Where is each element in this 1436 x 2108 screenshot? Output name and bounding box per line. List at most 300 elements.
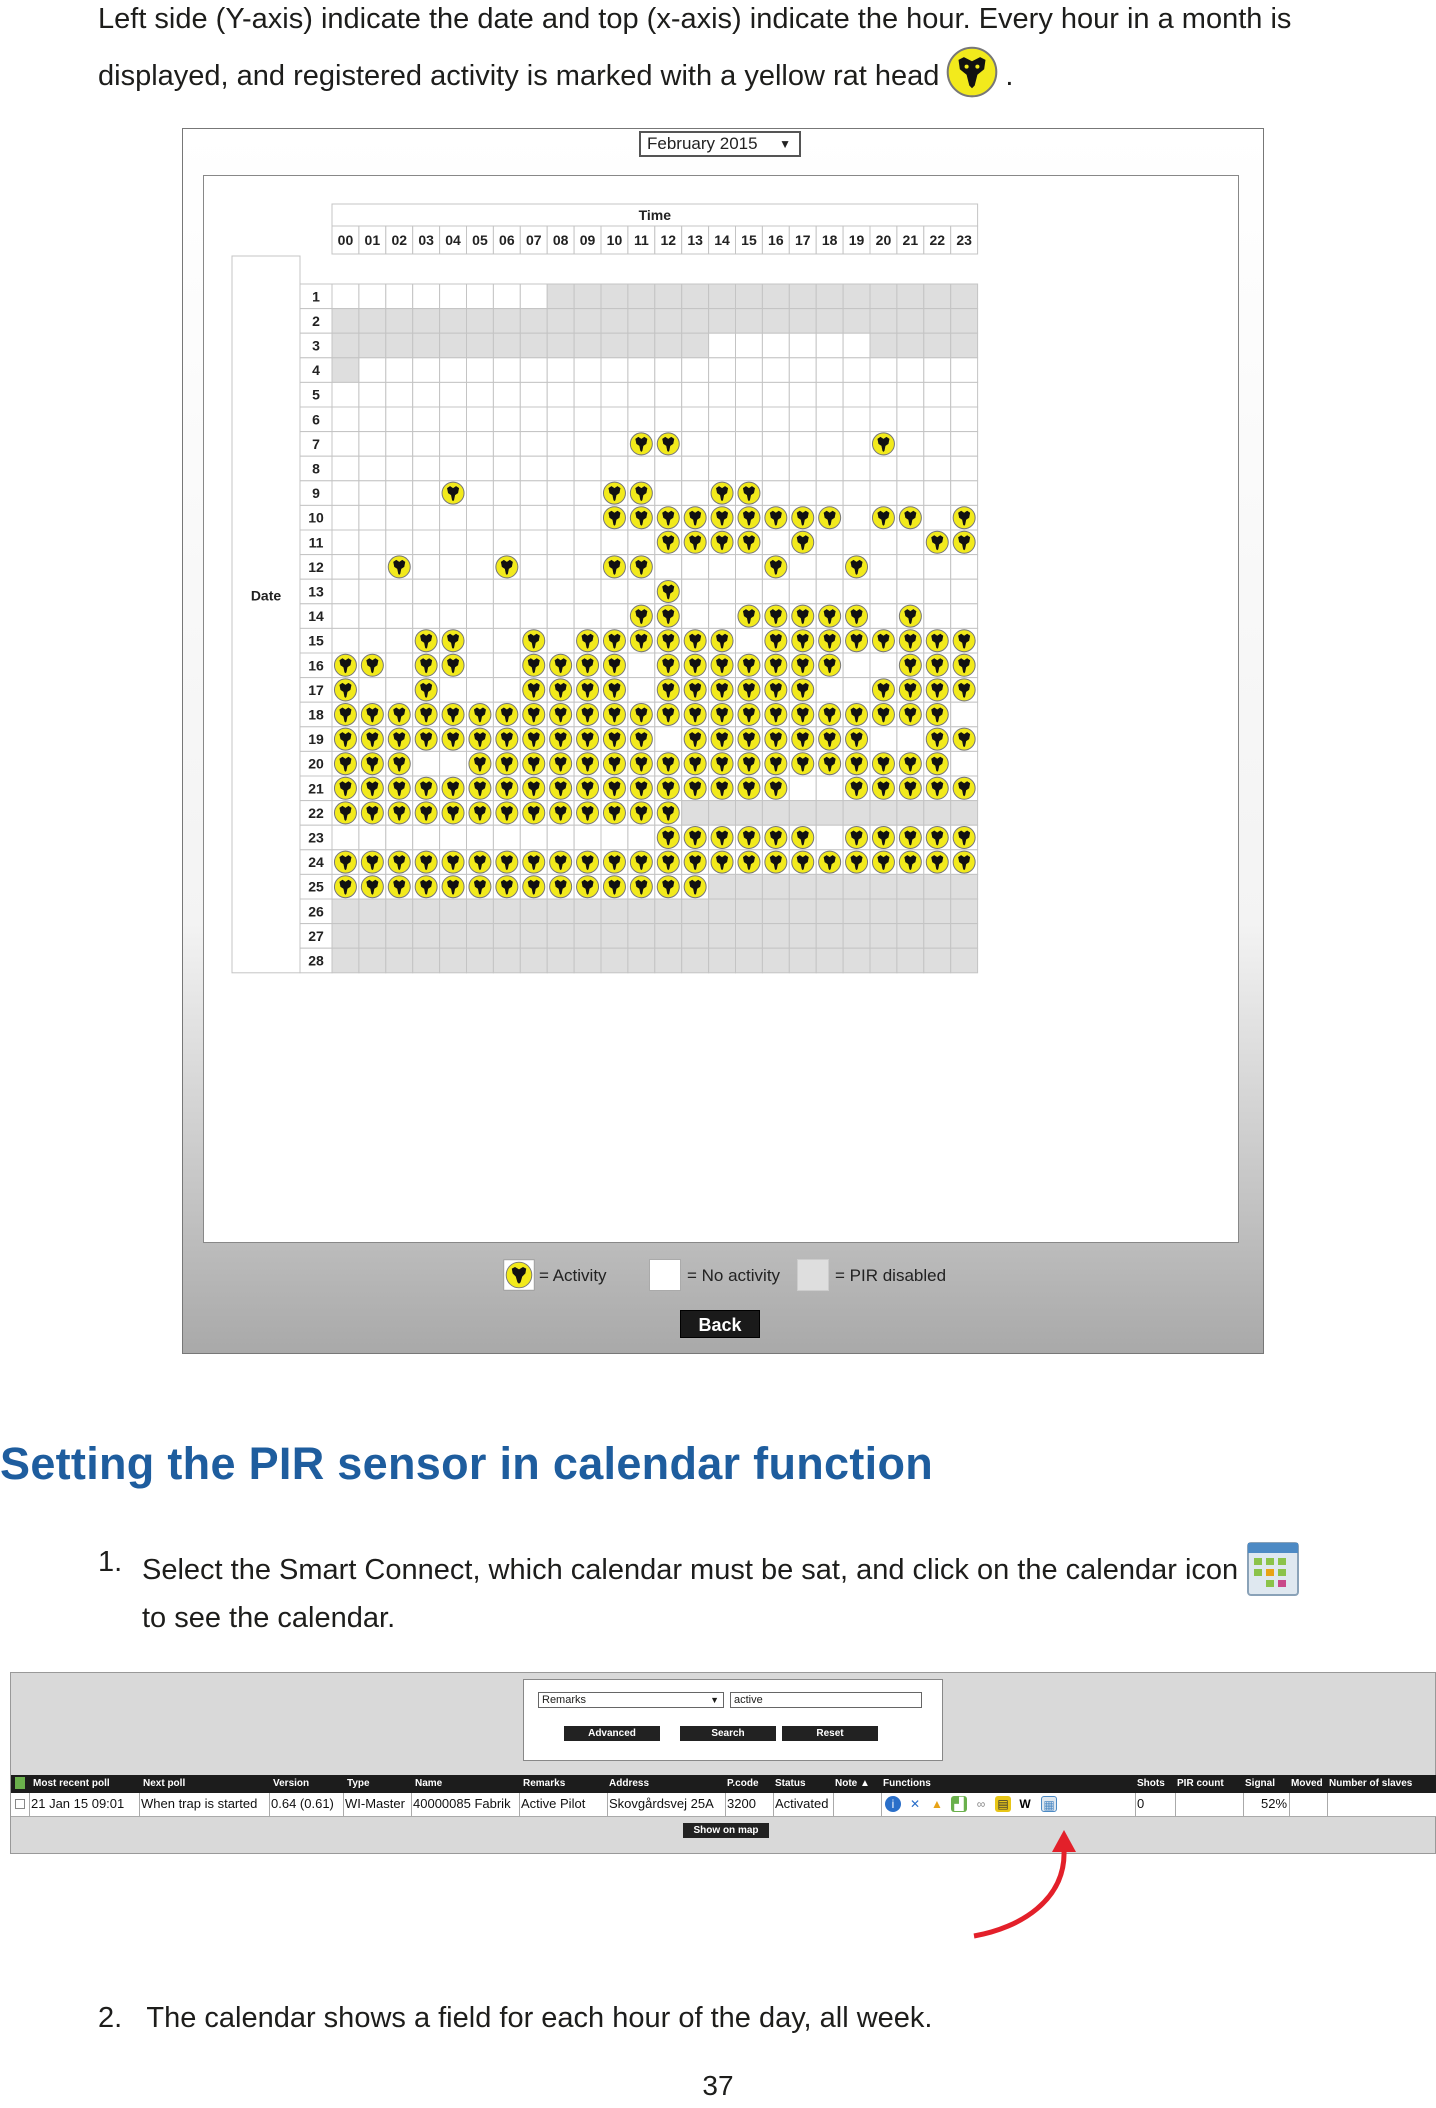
calendar-cell bbox=[359, 555, 386, 580]
calendar-cell bbox=[870, 284, 897, 309]
calendar-cell bbox=[897, 899, 924, 924]
cell-next-poll: When trap is started bbox=[141, 1796, 258, 1811]
step-2-number: 2. bbox=[98, 2002, 123, 2034]
calendar-cell bbox=[709, 948, 736, 973]
calendar-cell bbox=[870, 358, 897, 383]
calendar-cell bbox=[628, 948, 655, 973]
calendar-cell bbox=[789, 924, 816, 949]
calendar-cell bbox=[789, 333, 816, 358]
calendar-cell bbox=[924, 604, 951, 629]
legend-pir-disabled-label: = PIR disabled bbox=[835, 1266, 947, 1285]
calendar-cell bbox=[332, 481, 359, 506]
calendar-cell bbox=[386, 579, 413, 604]
calendar-cell bbox=[843, 505, 870, 530]
search-button[interactable]: Search bbox=[680, 1726, 776, 1741]
intro-text: Left side (Y-axis) indicate the date and top (x-axis) indicate the hour. Every hour in a month is displayed, and registered activity is marked with a yellow rat head bbox=[98, 3, 1292, 92]
calendar-cell bbox=[440, 924, 467, 949]
calendar-cell bbox=[628, 924, 655, 949]
date-label-20: 20 bbox=[308, 755, 324, 772]
calendar-cell bbox=[493, 456, 520, 481]
calendar-cell bbox=[709, 407, 736, 432]
calendar-cell bbox=[924, 309, 951, 334]
calendar-cell bbox=[386, 628, 413, 653]
col-moved[interactable]: Moved bbox=[1291, 1778, 1323, 1789]
col-most-recent-poll[interactable]: Most recent poll bbox=[33, 1778, 110, 1789]
date-label-21: 21 bbox=[308, 780, 324, 797]
calendar-cell bbox=[762, 899, 789, 924]
chart-icon[interactable]: ▟ bbox=[951, 1796, 967, 1812]
calendar-cell bbox=[870, 555, 897, 580]
select-all-icon[interactable] bbox=[15, 1777, 25, 1789]
calendar-cell bbox=[574, 899, 601, 924]
column-divider bbox=[139, 1793, 140, 1817]
calendar-cell bbox=[547, 382, 574, 407]
calendar-cell bbox=[493, 432, 520, 457]
calendar-cell bbox=[332, 604, 359, 629]
calendar-cell bbox=[897, 579, 924, 604]
calendar-cell bbox=[951, 333, 978, 358]
calendar-cell bbox=[520, 825, 547, 850]
calendar-panel bbox=[203, 175, 1239, 1243]
calendar-cell bbox=[655, 924, 682, 949]
calendar-cell bbox=[789, 382, 816, 407]
calendar-cell bbox=[413, 948, 440, 973]
calendar-cell bbox=[574, 284, 601, 309]
calendar-cell bbox=[574, 825, 601, 850]
calendar-cell bbox=[709, 382, 736, 407]
date-label-10: 10 bbox=[308, 509, 324, 526]
calendar-cell bbox=[762, 874, 789, 899]
column-divider bbox=[881, 1793, 882, 1817]
calendar-cell bbox=[413, 333, 440, 358]
col-type[interactable]: Type bbox=[347, 1778, 370, 1789]
calendar-cell bbox=[736, 284, 763, 309]
filter-input[interactable]: active bbox=[730, 1692, 922, 1708]
step-1-text: Select the Smart Connect, which calendar must be sat, and click on the calendar icon bbox=[142, 1554, 1239, 1586]
calendar-cell bbox=[520, 284, 547, 309]
calendar-cell bbox=[628, 284, 655, 309]
calendar-cell bbox=[843, 407, 870, 432]
calendar-cell bbox=[547, 899, 574, 924]
calendar-cell bbox=[493, 579, 520, 604]
col-remarks[interactable]: Remarks bbox=[523, 1778, 566, 1789]
calendar-cell bbox=[359, 309, 386, 334]
calendar-cell bbox=[386, 333, 413, 358]
calendar-cell bbox=[520, 432, 547, 457]
calendar-cell bbox=[897, 948, 924, 973]
calendar-cell bbox=[789, 309, 816, 334]
calendar-cell bbox=[843, 899, 870, 924]
calendar-cell bbox=[682, 924, 709, 949]
calendar-cell bbox=[709, 801, 736, 826]
calendar-cell bbox=[601, 333, 628, 358]
calendar-cell bbox=[413, 309, 440, 334]
calendar-cell bbox=[762, 358, 789, 383]
calendar-cell bbox=[601, 456, 628, 481]
date-label-6: 6 bbox=[312, 411, 320, 428]
calendar-cell bbox=[628, 456, 655, 481]
calendar-cell bbox=[924, 505, 951, 530]
cell-version: 0.64 (0.61) bbox=[271, 1796, 334, 1811]
step-2-text: The calendar shows a field for each hour of the day, all week. bbox=[146, 2002, 933, 2034]
hour-label-07: 07 bbox=[525, 232, 542, 248]
hour-label-23: 23 bbox=[956, 232, 972, 248]
calendar-cell bbox=[359, 333, 386, 358]
calendar-cell bbox=[897, 358, 924, 383]
calendar-cell bbox=[655, 333, 682, 358]
calendar-cell bbox=[870, 333, 897, 358]
show-on-map-button[interactable]: Show on map bbox=[683, 1823, 769, 1838]
col-version[interactable]: Version bbox=[273, 1778, 310, 1789]
calendar-cell bbox=[574, 382, 601, 407]
calendar-cell bbox=[816, 776, 843, 801]
calendar-cell bbox=[440, 407, 467, 432]
pir-disabled-swatch bbox=[797, 1259, 829, 1291]
calendar-cell bbox=[520, 382, 547, 407]
calendar-cell bbox=[789, 481, 816, 506]
calendar-cell bbox=[440, 382, 467, 407]
tools-icon[interactable]: ✕ bbox=[909, 1797, 921, 1811]
hour-label-13: 13 bbox=[687, 232, 703, 248]
calendar-cell bbox=[332, 579, 359, 604]
calendar-cell bbox=[682, 481, 709, 506]
calendar-cell bbox=[709, 924, 736, 949]
calendar-cell bbox=[736, 579, 763, 604]
calendar-cell bbox=[601, 825, 628, 850]
col-status[interactable]: Status bbox=[775, 1778, 806, 1789]
calendar-cell bbox=[843, 579, 870, 604]
calendar-cell bbox=[359, 481, 386, 506]
calendar-cell bbox=[762, 407, 789, 432]
hour-label-06: 06 bbox=[499, 232, 515, 248]
calendar-cell bbox=[709, 874, 736, 899]
calendar-cell bbox=[493, 333, 520, 358]
calendar-cell bbox=[386, 309, 413, 334]
col-name[interactable]: Name bbox=[415, 1778, 443, 1789]
calendar-cell bbox=[574, 456, 601, 481]
calendar-cell bbox=[870, 653, 897, 678]
hour-label-14: 14 bbox=[714, 232, 730, 248]
calendar-cell bbox=[493, 309, 520, 334]
calendar-cell bbox=[736, 456, 763, 481]
calendar-cell bbox=[897, 924, 924, 949]
calendar-cell bbox=[655, 407, 682, 432]
filter-select[interactable] bbox=[538, 1692, 724, 1708]
column-divider bbox=[1243, 1793, 1244, 1817]
calendar-cell bbox=[682, 948, 709, 973]
col-pcode[interactable]: P.code bbox=[727, 1778, 759, 1789]
calendar-cell bbox=[493, 628, 520, 653]
calendar-cell bbox=[736, 924, 763, 949]
calendar-cell bbox=[413, 358, 440, 383]
calendar-cell bbox=[386, 924, 413, 949]
calendar-cell bbox=[601, 948, 628, 973]
hour-label-12: 12 bbox=[660, 232, 677, 248]
calendar-cell bbox=[951, 604, 978, 629]
hour-label-16: 16 bbox=[768, 232, 784, 248]
calendar-cell bbox=[467, 358, 494, 383]
calendar-cell bbox=[816, 899, 843, 924]
calendar-cell bbox=[520, 604, 547, 629]
calendar-cell bbox=[601, 284, 628, 309]
calendar-cell bbox=[574, 604, 601, 629]
calendar-cell bbox=[413, 505, 440, 530]
calendar-cell bbox=[440, 604, 467, 629]
calendar-cell bbox=[924, 924, 951, 949]
calendar-cell bbox=[440, 432, 467, 457]
calendar-cell bbox=[951, 407, 978, 432]
calendar-cell bbox=[520, 555, 547, 580]
hour-label-11: 11 bbox=[633, 232, 649, 248]
calendar-cell bbox=[736, 555, 763, 580]
calendar-cell bbox=[736, 309, 763, 334]
hour-label-02: 02 bbox=[391, 232, 408, 248]
calendar-cell bbox=[655, 382, 682, 407]
calendar-cell bbox=[736, 948, 763, 973]
calendar-cell bbox=[870, 481, 897, 506]
info-icon[interactable]: i bbox=[885, 1796, 901, 1812]
legend-activity-label: = Activity bbox=[539, 1266, 607, 1285]
filter-select-value: Remarks bbox=[542, 1694, 587, 1706]
no-activity-swatch bbox=[649, 1259, 681, 1291]
month-select-value: February 2015 bbox=[647, 134, 758, 153]
table-row[interactable] bbox=[11, 1793, 1436, 1817]
calendar-cell bbox=[762, 284, 789, 309]
calendar-cell bbox=[951, 358, 978, 383]
date-label-2: 2 bbox=[312, 312, 320, 329]
calendar-cell bbox=[897, 333, 924, 358]
note-icon[interactable]: ▤ bbox=[995, 1796, 1011, 1812]
calendar-cell bbox=[843, 481, 870, 506]
calendar-cell bbox=[843, 801, 870, 826]
calendar-cell bbox=[386, 284, 413, 309]
col-shots[interactable]: Shots bbox=[1137, 1778, 1165, 1789]
date-label-13: 13 bbox=[308, 583, 324, 600]
calendar-cell bbox=[547, 530, 574, 555]
calendar-cell bbox=[870, 407, 897, 432]
calendar-grid bbox=[204, 176, 1240, 1244]
calendar-cell bbox=[816, 358, 843, 383]
calendar-cell bbox=[870, 924, 897, 949]
calendar-cell bbox=[682, 899, 709, 924]
calendar-cell bbox=[359, 530, 386, 555]
calendar-cell bbox=[870, 801, 897, 826]
calendar-cell bbox=[628, 653, 655, 678]
date-label-28: 28 bbox=[308, 952, 324, 969]
col-address[interactable]: Address bbox=[609, 1778, 650, 1789]
calendar-cell bbox=[762, 382, 789, 407]
calendar-cell bbox=[924, 456, 951, 481]
calendar-cell bbox=[816, 481, 843, 506]
trap-list-screenshot bbox=[10, 1672, 1436, 1854]
calendar-cell bbox=[897, 530, 924, 555]
calendar-cell bbox=[816, 874, 843, 899]
back-button[interactable]: Back bbox=[680, 1310, 760, 1338]
calendar-cell bbox=[493, 284, 520, 309]
calendar-cell bbox=[816, 284, 843, 309]
cell-pcode: 3200 bbox=[727, 1796, 756, 1811]
calendar-cell bbox=[951, 382, 978, 407]
calendar-cell bbox=[440, 825, 467, 850]
calendar-cell bbox=[547, 924, 574, 949]
calendar-cell bbox=[870, 456, 897, 481]
col-signal[interactable]: Signal bbox=[1245, 1778, 1276, 1789]
calendar-cell bbox=[601, 309, 628, 334]
calendar-cell bbox=[601, 382, 628, 407]
calendar-cell bbox=[843, 530, 870, 555]
calendar-cell bbox=[467, 678, 494, 703]
col-functions[interactable]: Functions bbox=[883, 1778, 931, 1789]
calendar-cell bbox=[520, 333, 547, 358]
calendar-cell bbox=[601, 604, 628, 629]
calendar-cell bbox=[816, 825, 843, 850]
calendar-cell bbox=[789, 801, 816, 826]
advanced-button[interactable]: Advanced bbox=[564, 1726, 660, 1741]
link-icon[interactable]: ∞ bbox=[976, 1797, 986, 1811]
hour-label-17: 17 bbox=[794, 232, 811, 248]
calendar-cell bbox=[332, 899, 359, 924]
date-label-22: 22 bbox=[308, 804, 324, 821]
calendar-cell bbox=[789, 579, 816, 604]
calendar-cell bbox=[924, 801, 951, 826]
date-label-15: 15 bbox=[308, 632, 324, 649]
calendar-cell bbox=[332, 333, 359, 358]
calendar-cell bbox=[628, 358, 655, 383]
calendar-cell bbox=[413, 432, 440, 457]
calendar-cell bbox=[762, 432, 789, 457]
column-divider bbox=[29, 1793, 30, 1817]
warning-icon[interactable]: ▲ bbox=[931, 1797, 943, 1811]
calendar-cell bbox=[843, 874, 870, 899]
calendar-cell bbox=[520, 924, 547, 949]
rat-head-icon bbox=[945, 45, 999, 99]
calendar-cell bbox=[440, 678, 467, 703]
calendar-cell bbox=[924, 948, 951, 973]
date-label-1: 1 bbox=[312, 288, 320, 305]
column-divider bbox=[343, 1793, 344, 1817]
calendar-cell bbox=[843, 382, 870, 407]
calendar-cell bbox=[951, 284, 978, 309]
calendar-cell bbox=[359, 678, 386, 703]
reset-button[interactable]: Reset bbox=[782, 1726, 878, 1741]
calendar-cell bbox=[467, 628, 494, 653]
cell-type: WI-Master bbox=[345, 1796, 405, 1811]
calendar-cell bbox=[520, 481, 547, 506]
calendar-cell bbox=[628, 825, 655, 850]
calendar-cell bbox=[413, 751, 440, 776]
calendar-cell bbox=[467, 456, 494, 481]
date-label-9: 9 bbox=[312, 485, 320, 502]
calendar-cell bbox=[467, 924, 494, 949]
calendar-cell bbox=[413, 456, 440, 481]
calendar-cell bbox=[951, 432, 978, 457]
calendar-cell bbox=[467, 333, 494, 358]
calendar-cell bbox=[789, 456, 816, 481]
calendar-cell bbox=[332, 284, 359, 309]
hour-label-22: 22 bbox=[929, 232, 946, 248]
column-divider bbox=[1135, 1793, 1136, 1817]
calendar-cell bbox=[359, 604, 386, 629]
calendar-cell bbox=[628, 333, 655, 358]
calendar-cell bbox=[843, 358, 870, 383]
calendar-cell bbox=[601, 432, 628, 457]
calendar-cell bbox=[789, 776, 816, 801]
hour-label-20: 20 bbox=[875, 232, 892, 248]
step-2 bbox=[98, 1997, 933, 2040]
wiki-icon[interactable]: W bbox=[1019, 1797, 1031, 1811]
calendar-cell bbox=[897, 874, 924, 899]
calendar-cell bbox=[843, 456, 870, 481]
calendar-cell bbox=[332, 948, 359, 973]
calendar-cell bbox=[574, 432, 601, 457]
page-number: 37 bbox=[702, 2070, 734, 2101]
calendar-cell bbox=[467, 653, 494, 678]
calendar-icon[interactable]: ▦ bbox=[1041, 1796, 1057, 1812]
calendar-cell bbox=[547, 555, 574, 580]
calendar-cell bbox=[870, 382, 897, 407]
calendar-cell bbox=[870, 530, 897, 555]
calendar-cell bbox=[951, 702, 978, 727]
hour-label-10: 10 bbox=[606, 232, 623, 248]
calendar-cell bbox=[386, 653, 413, 678]
calendar-cell bbox=[386, 678, 413, 703]
column-divider bbox=[1327, 1793, 1328, 1817]
calendar-cell bbox=[386, 456, 413, 481]
calendar-cell bbox=[467, 530, 494, 555]
calendar-cell bbox=[789, 284, 816, 309]
calendar-cell bbox=[547, 948, 574, 973]
calendar-cell bbox=[709, 604, 736, 629]
calendar-cell bbox=[816, 333, 843, 358]
calendar-cell bbox=[736, 382, 763, 407]
step-1-number: 1. bbox=[98, 1546, 123, 1578]
hour-label-21: 21 bbox=[902, 232, 919, 248]
calendar-cell bbox=[816, 555, 843, 580]
calendar-cell bbox=[816, 456, 843, 481]
col-next-poll[interactable]: Next poll bbox=[143, 1778, 186, 1789]
calendar-cell bbox=[655, 481, 682, 506]
calendar-cell bbox=[332, 505, 359, 530]
calendar-cell bbox=[897, 801, 924, 826]
calendar-cell bbox=[332, 358, 359, 383]
calendar-cell bbox=[736, 874, 763, 899]
col-pir-count[interactable]: PIR count bbox=[1177, 1778, 1224, 1789]
calendar-cell bbox=[359, 948, 386, 973]
calendar-cell bbox=[520, 309, 547, 334]
date-label-18: 18 bbox=[308, 706, 324, 723]
cell-address: Skovgårdsvej 25A bbox=[609, 1796, 714, 1811]
calendar-cell bbox=[493, 505, 520, 530]
col-number-of-slaves[interactable]: Number of slaves bbox=[1329, 1778, 1413, 1789]
calendar-cell bbox=[359, 899, 386, 924]
calendar-cell bbox=[413, 382, 440, 407]
row-checkbox[interactable] bbox=[15, 1799, 25, 1809]
calendar-cell bbox=[520, 530, 547, 555]
column-divider bbox=[1289, 1793, 1290, 1817]
calendar-cell bbox=[951, 751, 978, 776]
calendar-cell bbox=[574, 505, 601, 530]
calendar-cell bbox=[359, 628, 386, 653]
calendar-cell bbox=[467, 825, 494, 850]
calendar-cell bbox=[736, 358, 763, 383]
calendar-cell bbox=[547, 825, 574, 850]
calendar-cell bbox=[386, 481, 413, 506]
calendar-cell bbox=[924, 432, 951, 457]
col-note[interactable]: Note ▲ bbox=[835, 1778, 870, 1789]
calendar-cell bbox=[574, 358, 601, 383]
month-select[interactable] bbox=[639, 131, 801, 157]
calendar-cell bbox=[736, 628, 763, 653]
